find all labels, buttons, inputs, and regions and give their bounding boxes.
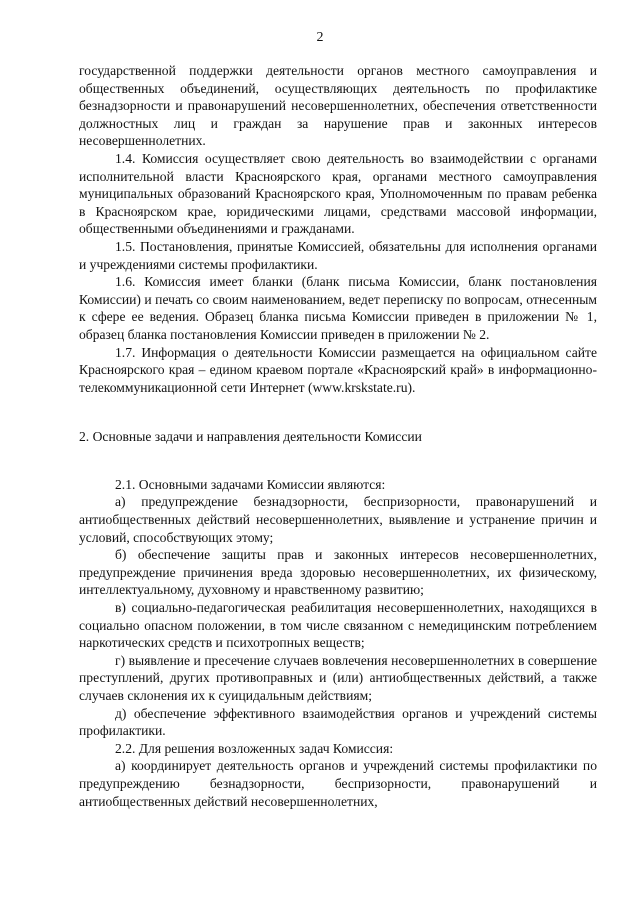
section-heading: 2. Основные задачи и направления деятельности Комиссии <box>79 429 422 445</box>
list-item-g: г) выявление и пресечение случаев вовлечения несовершеннолетних в совершение преступлений, других противоправных и (или) антиобщественных действий, а также случаев склонения их к суицидальным действиям; <box>79 652 597 703</box>
paragraph-1-4: 1.4. Комиссия осуществляет свою деятельность во взаимодействии с органами исполнительной власти Красноярского края, органами местного самоуправления муниципальных образований Красноярского края, Уполномоченным по правам ребенка в Красноярском крае, юридическими лицами, средствами массовой информации, общественными объединениями и гражданами. <box>79 150 597 237</box>
page-number: 2 <box>316 30 324 45</box>
paragraph-continuation: государственной поддержки деятельности органов местного самоуправления и общественных объединений, осуществляющих деятельность по профилактике безнадзорности и правонарушений несовершеннолетних, обеспечения ответственности должностных лиц и граждан за нарушение прав и законных интересов несовершеннолетних. <box>79 63 597 149</box>
list-item-v: в) социально-педагогическая реабилитация несовершеннолетних, находящихся в социально опасном положении, в том числе связанном с немедицинским потреблением наркотических средств и психотропных веществ; <box>79 600 597 651</box>
list-item-d: д) обеспечение эффективного взаимодействия органов и учреждений системы профилактики. <box>79 705 597 739</box>
paragraph-1-5: 1.5. Постановления, принятые Комиссией, обязательны для исполнения органами и учреждениями системы профилактики. <box>79 238 597 272</box>
paragraph-2-1: 2.1. Основными задачами Комиссии являются: <box>115 476 386 492</box>
paragraph-1-6: 1.6. Комиссия имеет бланки (бланк письма Комиссии, бланк постановления Комиссии) и печать со своим наименованием, ведет переписку по вопросам, отнесенным к сфере ее ведения. Образец бланка письма Комиссии приведен в приложении № 1, образец бланка постановления Комиссии приведен в приложении № 2. <box>79 274 597 342</box>
paragraph-2-2: 2.2. Для решения возложенных задач Комиссия: <box>115 740 394 756</box>
list-item-b: б) обеспечение защиты прав и законных интересов несовершеннолетних, предупреждение причинения вреда здоровью несовершеннолетних, их физическому, интеллектуальному, духовному и нравственному развитию; <box>79 547 597 598</box>
paragraph-1-7: 1.7. Информация о деятельности Комиссии размещается на официальном сайте Красноярского края – едином краевом портале «Красноярский край» в информационно-телекоммуникационной сети Интернет (www.krskstate.ru). <box>79 344 597 395</box>
document-body <box>79 62 597 810</box>
list-item-2-2-a: а) координирует деятельность органов и учреждений системы профилактики по предупреждению безнадзорности, беспризорности, правонарушений и антиобщественных действий несовершеннолетних, <box>79 758 597 809</box>
list-item-a: а) предупреждение безнадзорности, беспризорности, правонарушений и антиобщественных действий несовершеннолетних, выявление и устранение причин и условий, способствующих этому; <box>79 494 597 545</box>
